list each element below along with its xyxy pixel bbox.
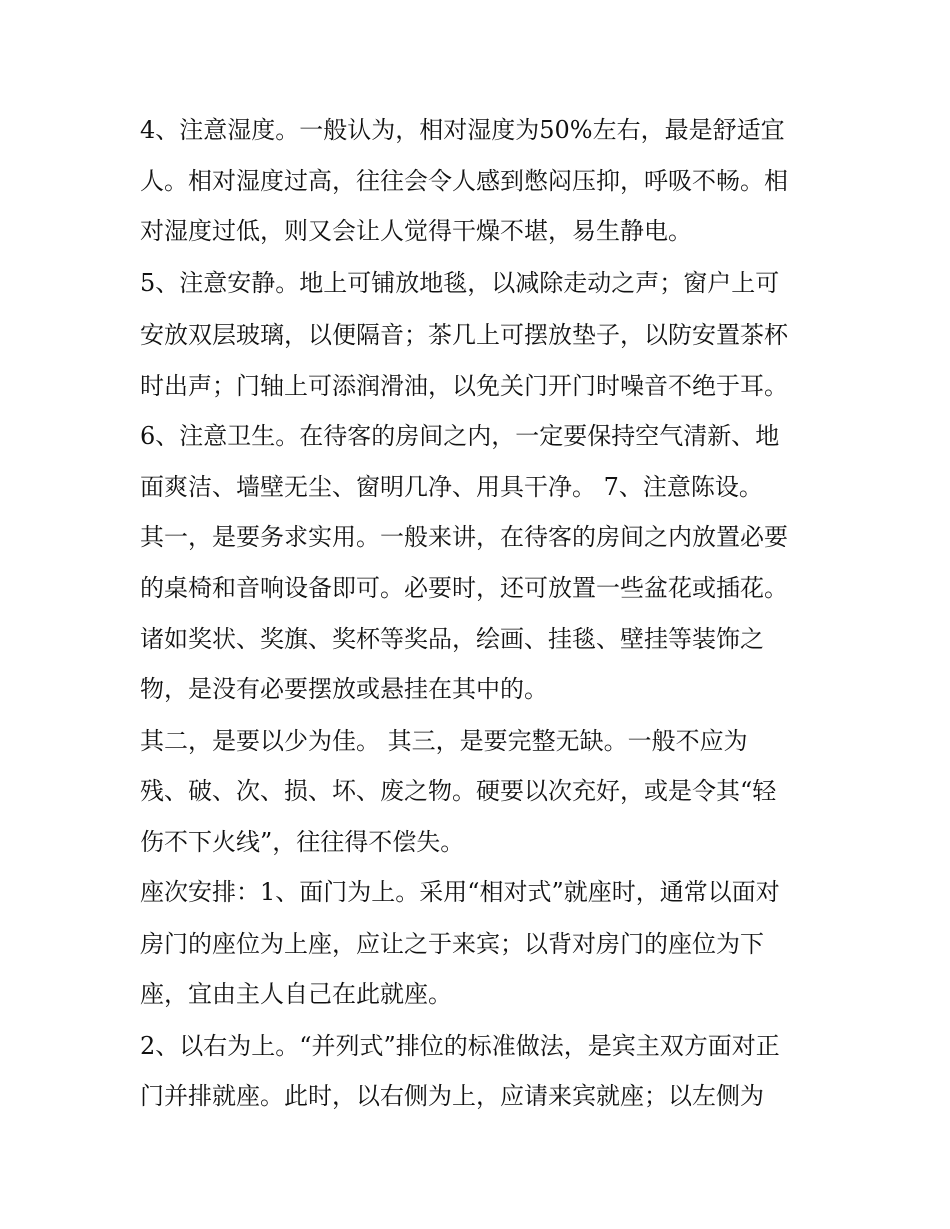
text-line: 2、以右为上。“并列式”排位的标准做法，是宾主双方面对正 xyxy=(140,1032,780,1060)
text-line: 的桌椅和音响设备即可。必要时，还可放置一些盆花或插花。 xyxy=(140,574,788,602)
text-line: 座，宜由主人自己在此就座。 xyxy=(140,980,452,1008)
text-line: 5、注意安静。地上可铺放地毯，以减除走动之声；窗户上可 xyxy=(140,269,780,297)
text-line: 对湿度过低，则又会让人觉得干燥不堪，易生静电。 xyxy=(140,217,692,245)
text-line: 其一，是要务求实用。一般来讲，在待客的房间之内放置必要 xyxy=(140,523,788,551)
text-line: 房门的座位为上座，应让之于来宾；以背对房门的座位为下 xyxy=(140,930,764,958)
text-line: 座次安排：1、面门为上。采用“相对式”就座时，通常以面对 xyxy=(140,878,780,906)
text-line: 其二，是要以少为佳。 其三，是要完整无缺。一般不应为 xyxy=(140,727,748,755)
text-line: 物，是没有必要摆放或悬挂在其中的。 xyxy=(140,675,548,703)
text-line: 时出声；门轴上可添润滑油，以免关门开门时噪音不绝于耳。 xyxy=(140,372,788,400)
text-line: 伤不下火线”，往往得不偿失。 xyxy=(140,828,465,856)
text-line: 安放双层玻璃，以便隔音；茶几上可摆放垫子，以防安置茶杯 xyxy=(140,321,788,349)
text-line: 4、注意湿度。一般认为，相对湿度为50%左右，最是舒适宜 xyxy=(140,116,785,144)
text-line: 人。相对湿度过高，往往会令人感到憋闷压抑，呼吸不畅。相 xyxy=(140,167,788,195)
text-line: 残、破、次、损、坏、废之物。硬要以次充好，或是令其“轻 xyxy=(140,777,777,805)
text-line: 门并排就座。此时，以右侧为上，应请来宾就座；以左侧为 xyxy=(140,1082,764,1110)
text-line: 6、注意卫生。在待客的房间之内，一定要保持空气清新、地 xyxy=(140,422,780,450)
text-line: 诸如奖状、奖旗、奖杯等奖品，绘画、挂毯、壁挂等装饰之 xyxy=(140,625,764,653)
text-line: 面爽洁、墙壁无尘、窗明几净、用具干净。 7、注意陈设。 xyxy=(140,473,763,501)
